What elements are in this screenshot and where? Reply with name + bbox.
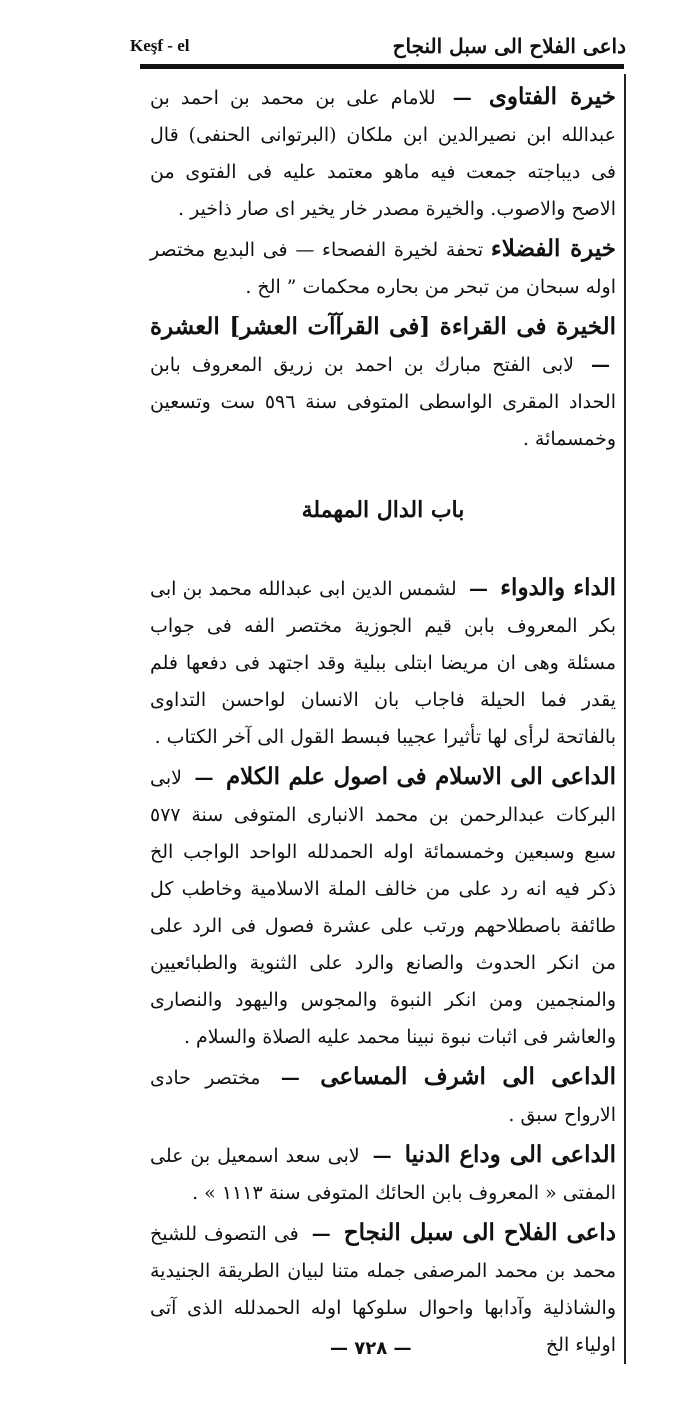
- dash-separator: —: [372, 1145, 392, 1167]
- entry: [150, 1136, 616, 1212]
- margin-line: [624, 74, 626, 1364]
- entry-body: فی التصوف للشيخ محمد بن محمد المرصفی جمله متنا لبيان الطريقة الجنيدية والشاذلية وآدابها واحوال سلوكها اوله الحمدلله الذی آتی اولياء الخ: [150, 1223, 616, 1356]
- entry-title: خيرة الفضلاء: [490, 235, 616, 262]
- dash-separator: —: [452, 87, 472, 109]
- dash-separator: —: [311, 1223, 331, 1245]
- entry-title: الداعی الی الاسلام فی اصول علم الكلام: [225, 763, 617, 790]
- entry-body: لشمس الدين ابی عبدالله محمد بن ابی بكر المعروف بابن قيم الجوزية مختصر الفه فی جواب مسئلة وهی ان مريضا ابتلی ببلية وقد اجتهد فی دفعها فلم يقدر فما الحيلة فاجاب بان الانسان لواحسن التداوی بالفاتحة لرأی لها تأثيرا عجيبا فبسط القول الی آخر الكتاب .: [150, 578, 616, 748]
- entry-title: الخيرة فی القراءة [فی القرآآت العشر] العشرة: [150, 313, 616, 340]
- entry-body: لابی سعد اسمعيل بن علی المفتی « المعروف بابن الحائك المتوفی سنة ١١١٣ » .: [150, 1145, 616, 1204]
- dash-separator: —: [468, 578, 488, 600]
- header-title: داعی الفلاح الی سبل النجاح: [392, 34, 626, 58]
- dash-separator: —: [194, 767, 214, 789]
- header-rule: [140, 64, 624, 69]
- entry-title: خيرة الفتاوی: [488, 83, 616, 110]
- entry-title: داعی الفلاح الی سبل النجاح: [343, 1219, 616, 1246]
- entry: [150, 230, 616, 306]
- entry-body: مختصر حادی الارواح سبق .: [150, 1067, 616, 1126]
- header-left-text: Keşf - el: [130, 36, 190, 55]
- entry: [150, 1058, 616, 1134]
- page-content: [150, 78, 616, 1366]
- entry: [150, 308, 616, 458]
- entry-body: لابی الفتح مبارك بن احمد بن زريق المعروف بابن الحداد المقری الواسطی المتوفی سنة ٥٩٦ ست وتسعين وخمسمائة .: [150, 354, 616, 450]
- dash-separator: —: [591, 354, 611, 376]
- dash-separator: —: [280, 1067, 300, 1089]
- entry-body: للامام علی بن محمد بن احمد بن عبدالله ابن نصيرالدين ابن ملكان (البرتوانی الحنفی) قال فی ديباجته جمعت فيه ماهو معتمد عليه فی الفتوی من الاصح والاصوب. والخيرة مصدر خار يخير ای صار ذاخير .: [150, 87, 616, 220]
- section-title: باب الدال المهملة: [301, 497, 465, 523]
- entry-title: الداعی الی اشرف المساعی: [320, 1063, 617, 1090]
- entry-body: تحفة لخيرة الفصحاء — فی البديع مختصر اوله سبحان من تبحر من بحاره محكمات ” الخ .: [150, 239, 616, 298]
- entry: [150, 758, 616, 1056]
- entry-title: الداء والدواء: [500, 574, 617, 601]
- entry-body: لابی البركات عبدالرحمن بن محمد الانباری المتوفی سنة ٥٧٧ سبع وسبعين وخمسمائة اوله الحمدلله الواحد الواجب الخ ذكر فيه انه رد علی من خالف الملة الاسلامية وخاطب كل طائفة باصطلاحهم ورتب علی عشرة فصول فی الرد علی من انكر الحدوث والصانع والرد علی الثنوية والطبائعيين والمنجمين ومن انكر النبوة والمجوس واليهود والنصاری والعاشر فی اثبات نبوة نبينا محمد عليه الصلاة والسلام .: [150, 767, 616, 1048]
- entry-title: الداعی الی وداع الدنيا: [404, 1141, 616, 1168]
- page-number: — ٧٢٨ —: [330, 1338, 412, 1359]
- entry: [150, 569, 616, 756]
- page-header: [130, 28, 626, 64]
- entry: [150, 78, 616, 228]
